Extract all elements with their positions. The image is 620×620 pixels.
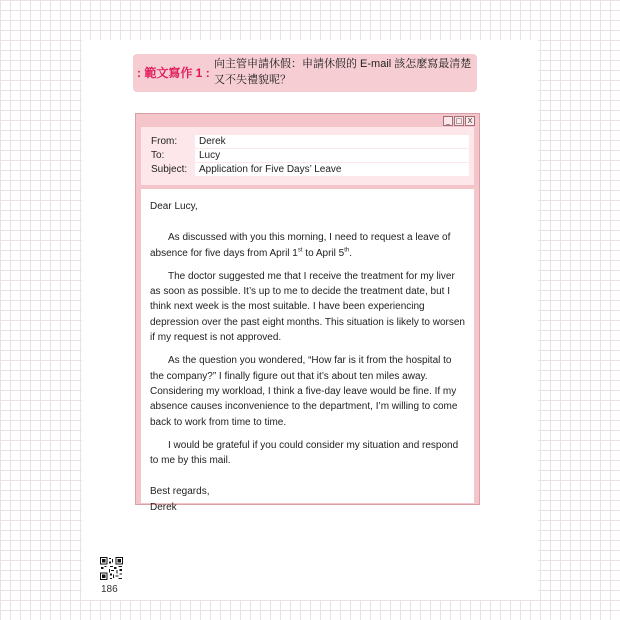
subject-field[interactable]: Application for Five Days’ Leave: [195, 163, 469, 176]
letter-text: [150, 199, 468, 515]
signature: Derek: [150, 501, 177, 513]
closing: Best regards,: [150, 486, 210, 498]
minimize-icon[interactable]: _: [443, 116, 453, 126]
email-body[interactable]: [141, 189, 474, 513]
email-header: [141, 127, 474, 185]
paragraph-4: I would be grateful if you could consider my situation and respond to me by this mail.: [150, 439, 459, 467]
paragraph-1: As discussed with you this morning, I need to request a leave of absence for five days from April 1st to April 5th.: [150, 232, 451, 259]
subject-label: Subject:: [151, 164, 188, 175]
from-label: From:: [151, 136, 178, 147]
task-prompt: 向主管申請休假：申請休假的 E-mail 該怎麼寫最清楚又不失禮貌呢？: [214, 58, 472, 86]
paragraph-2: The doctor suggested me that I receive the treatment for my liver as soon as possible. It’s up to me to decide the treatment date, but I think next week is the most suitable. I have been experiencing depression over the past eight months. This situation is likely to worsen if my request is not approved.: [150, 270, 465, 344]
paragraph-3: As the question you wondered, “How far is it from the hospital to the company?” I finally figure out that it’s about ten miles away. Considering my workload, I think a five-day leave would be fine. If my absence causes inconvenience to the department, I’m willing to come back to work from time to time.: [150, 355, 458, 428]
close-icon[interactable]: X: [465, 116, 475, 126]
writing-task-box: [133, 54, 477, 92]
maximize-icon[interactable]: □: [455, 117, 463, 125]
task-label: : 範文寫作 1 :: [137, 66, 210, 80]
greeting: Dear Lucy,: [150, 201, 198, 212]
window-controls: [443, 116, 475, 126]
to-label: To:: [151, 150, 165, 161]
to-field[interactable]: Lucy: [195, 149, 469, 162]
email-window: [135, 113, 480, 513]
from-field[interactable]: Derek: [195, 135, 469, 148]
qr-code-icon: [100, 557, 123, 580]
page-number: 186: [101, 584, 118, 595]
